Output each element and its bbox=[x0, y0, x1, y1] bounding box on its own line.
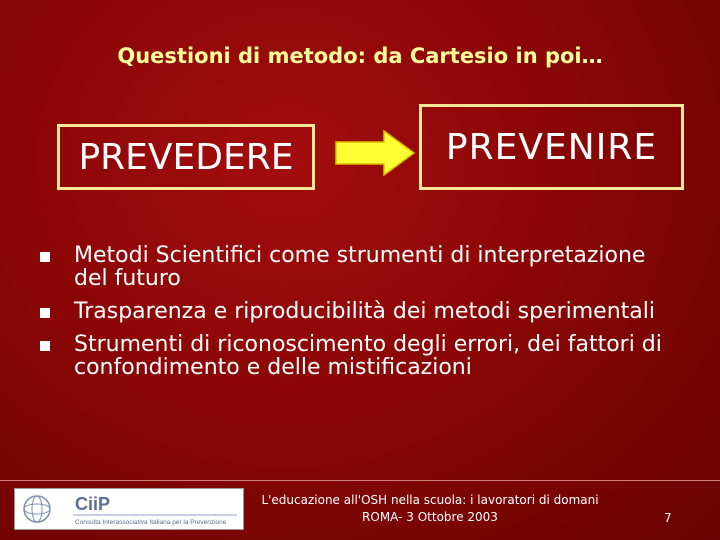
bullet-text: Metodi Scientifici come strumenti di interpretazione del futuro bbox=[74, 243, 646, 291]
square-bullet-icon bbox=[40, 308, 50, 318]
right-arrow-icon bbox=[334, 129, 416, 177]
footer-text bbox=[250, 492, 610, 526]
footer-divider bbox=[0, 480, 720, 481]
slide-title: Questioni di metodo: da Cartesio in poi… bbox=[117, 44, 603, 68]
bullet-item bbox=[40, 300, 680, 323]
footer-line2: ROMA- 3 Ottobre 2003 bbox=[362, 510, 498, 524]
bullet-list bbox=[40, 244, 680, 389]
prevedere-box: PREVEDERE bbox=[57, 124, 315, 190]
bullet-item bbox=[40, 333, 680, 379]
bullet-text: Strumenti di riconoscimento degli errori, dei fattori di confondimento e delle mistificazioni bbox=[74, 332, 662, 380]
footer-line1: L'educazione all'OSH nella scuola: i lavoratori di domani bbox=[261, 493, 599, 507]
logo-subtitle: Consulta Interassociativa Italiana per la Prevenzione bbox=[75, 519, 227, 526]
prevenire-box: PREVENIRE bbox=[419, 104, 684, 190]
page-number: 7 bbox=[664, 511, 672, 525]
bullet-item bbox=[40, 244, 680, 290]
square-bullet-icon bbox=[40, 341, 50, 351]
ciip-logo-graphic bbox=[15, 489, 243, 529]
square-bullet-icon bbox=[40, 252, 50, 262]
ciip-logo bbox=[14, 488, 244, 530]
logo-name: CiiP bbox=[75, 494, 111, 514]
bullet-text: Trasparenza e riproducibilità dei metodi sperimentali bbox=[74, 299, 655, 324]
